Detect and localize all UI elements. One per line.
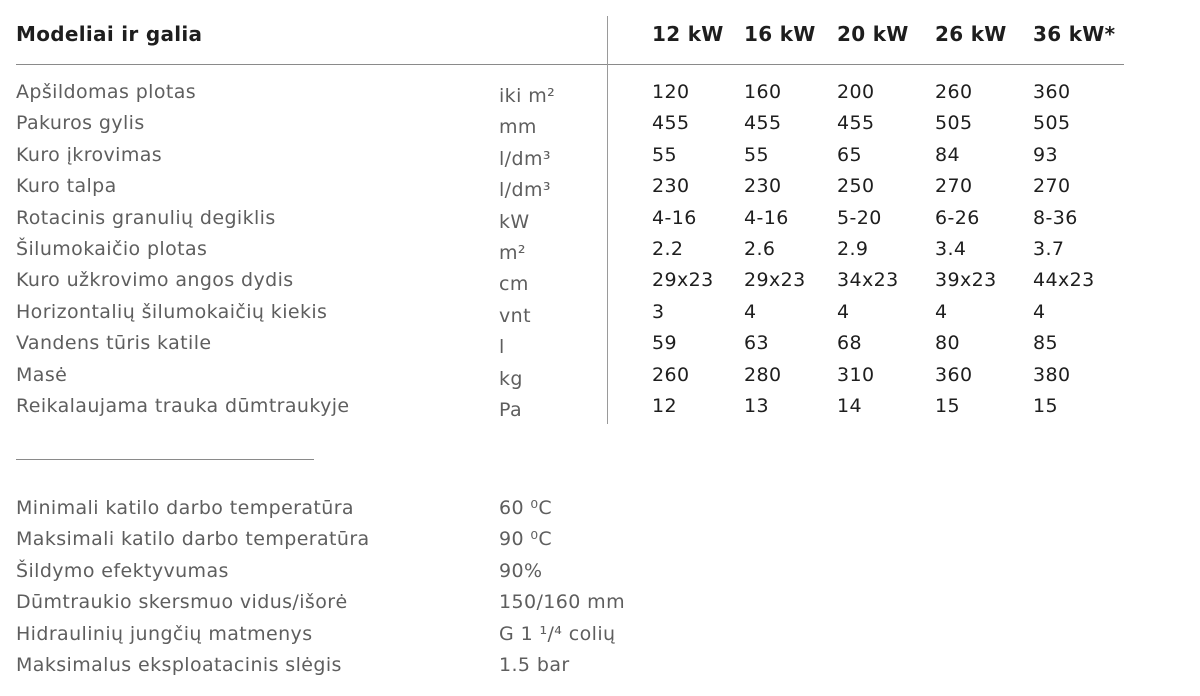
spec-cell: 230 — [652, 175, 690, 197]
spec-cell: 8-36 — [1033, 207, 1078, 229]
column-divider — [607, 16, 608, 424]
spec-cell: 4 — [744, 301, 757, 323]
spec-cell: 120 — [652, 81, 690, 103]
extra-spec-value: 60 ⁰C — [499, 497, 553, 519]
extra-spec-label: Šildymo efektyvumas — [16, 560, 229, 582]
spec-cell: 15 — [935, 395, 960, 417]
spec-cell: 380 — [1033, 364, 1071, 386]
section-divider — [16, 459, 314, 460]
spec-cell: 260 — [935, 81, 973, 103]
spec-row-label: Vandens tūris katile — [16, 332, 212, 354]
spec-cell: 4-16 — [652, 207, 697, 229]
spec-cell: 12 — [652, 395, 677, 417]
extra-spec-label: Dūmtraukio skersmuo vidus/išorė — [16, 591, 348, 613]
spec-row-unit: vnt — [499, 305, 531, 327]
spec-cell: 230 — [744, 175, 782, 197]
spec-cell: 59 — [652, 332, 677, 354]
spec-row-label: Kuro įkrovimas — [16, 144, 163, 166]
spec-cell: 200 — [837, 81, 875, 103]
spec-row-unit: iki m² — [499, 85, 556, 107]
spec-row-label: Horizontalių šilumokaičių kiekis — [16, 301, 328, 323]
spec-cell: 44x23 — [1033, 269, 1095, 291]
spec-cell: 3.7 — [1033, 238, 1065, 260]
spec-cell: 280 — [744, 364, 782, 386]
spec-cell: 29x23 — [652, 269, 714, 291]
spec-cell: 4 — [837, 301, 850, 323]
spec-row-unit: l/dm³ — [499, 148, 551, 170]
spec-cell: 29x23 — [744, 269, 806, 291]
spec-row-label: Reikalaujama trauka dūmtraukyje — [16, 395, 350, 417]
extra-spec-value: G 1 ¹/⁴ colių — [499, 623, 616, 645]
extra-spec-label: Hidraulinių jungčių matmenys — [16, 623, 313, 645]
extra-spec-label: Minimali katilo darbo temperatūra — [16, 497, 354, 519]
spec-cell: 4 — [1033, 301, 1046, 323]
extra-spec-value: 150/160 mm — [499, 591, 625, 613]
spec-cell: 2.6 — [744, 238, 776, 260]
model-header-12kw: 12 kW — [652, 22, 724, 46]
spec-row-unit: l — [499, 336, 505, 358]
spec-cell: 310 — [837, 364, 875, 386]
spec-cell: 270 — [1033, 175, 1071, 197]
spec-cell: 15 — [1033, 395, 1058, 417]
spec-row-label: Pakuros gylis — [16, 112, 145, 134]
spec-cell: 455 — [652, 112, 690, 134]
spec-row-label: Masė — [16, 364, 68, 386]
spec-cell: 360 — [935, 364, 973, 386]
spec-cell: 505 — [935, 112, 973, 134]
spec-row-unit: l/dm³ — [499, 179, 551, 201]
table-title: Modeliai ir galia — [16, 22, 203, 46]
spec-row-unit: kg — [499, 368, 523, 390]
spec-cell: 39x23 — [935, 269, 997, 291]
spec-row-label: Apšildomas plotas — [16, 81, 197, 103]
spec-row-unit: Pa — [499, 399, 523, 421]
spec-cell: 4 — [935, 301, 948, 323]
spec-cell: 360 — [1033, 81, 1071, 103]
spec-cell: 455 — [837, 112, 875, 134]
spec-cell: 160 — [744, 81, 782, 103]
model-header-20kw: 20 kW — [837, 22, 909, 46]
spec-cell: 4-16 — [744, 207, 789, 229]
model-header-36kw: 36 kW* — [1033, 22, 1116, 46]
spec-cell: 2.9 — [837, 238, 869, 260]
spec-cell: 13 — [744, 395, 769, 417]
spec-row-label: Rotacinis granulių degiklis — [16, 207, 276, 229]
spec-cell: 65 — [837, 144, 862, 166]
spec-cell: 260 — [652, 364, 690, 386]
spec-cell: 63 — [744, 332, 769, 354]
spec-cell: 14 — [837, 395, 862, 417]
spec-cell: 93 — [1033, 144, 1058, 166]
spec-row-unit: mm — [499, 116, 537, 138]
spec-row-unit: kW — [499, 211, 530, 233]
spec-cell: 55 — [652, 144, 677, 166]
spec-cell: 270 — [935, 175, 973, 197]
spec-row-label: Šilumokaičio plotas — [16, 238, 208, 260]
spec-cell: 5-20 — [837, 207, 882, 229]
spec-cell: 3 — [652, 301, 665, 323]
spec-cell: 250 — [837, 175, 875, 197]
spec-cell: 34x23 — [837, 269, 899, 291]
model-header-16kw: 16 kW — [744, 22, 816, 46]
extra-spec-value: 90% — [499, 560, 543, 582]
spec-cell: 6-26 — [935, 207, 980, 229]
spec-cell: 505 — [1033, 112, 1071, 134]
spec-cell: 55 — [744, 144, 769, 166]
model-header-26kw: 26 kW — [935, 22, 1007, 46]
spec-row-label: Kuro talpa — [16, 175, 117, 197]
extra-spec-label: Maksimali katilo darbo temperatūra — [16, 528, 370, 550]
extra-spec-value: 90 ⁰C — [499, 528, 553, 550]
spec-cell: 455 — [744, 112, 782, 134]
spec-cell: 85 — [1033, 332, 1058, 354]
spec-cell: 2.2 — [652, 238, 684, 260]
spec-cell: 80 — [935, 332, 960, 354]
spec-cell: 3.4 — [935, 238, 967, 260]
spec-cell: 84 — [935, 144, 960, 166]
spec-row-label: Kuro užkrovimo angos dydis — [16, 269, 294, 291]
extra-spec-label: Maksimalus eksploatacinis slėgis — [16, 654, 342, 676]
spec-row-unit: cm — [499, 273, 529, 295]
header-divider — [16, 64, 1124, 65]
spec-row-unit: m² — [499, 242, 526, 264]
spec-cell: 68 — [837, 332, 862, 354]
extra-spec-value: 1.5 bar — [499, 654, 570, 676]
